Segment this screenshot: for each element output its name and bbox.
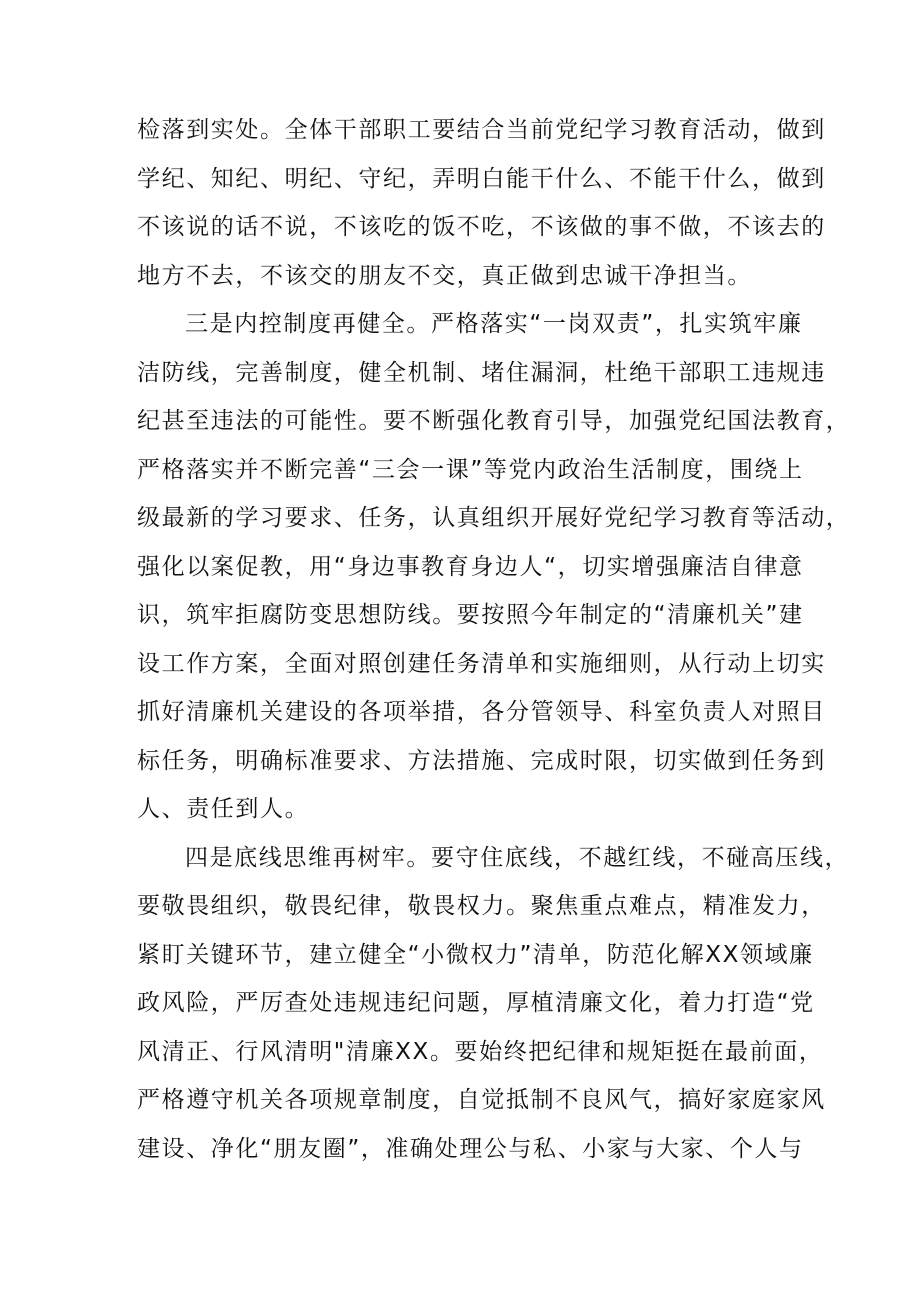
text-line: 洁防线，完善制度，健全机制、堵住漏洞，杜绝干部职工违规违 <box>137 359 826 386</box>
text-line: 设工作方案，全面对照创建任务清单和实施细则，从行动上切实 <box>137 650 826 677</box>
text-line: 抓好清廉机关建设的各项举措，各分管领导、科室负责人对照目 <box>137 699 826 725</box>
text-line: 严格遵守机关各项规章制度，自觉抵制不良风气，搞好家庭家风 <box>137 1087 826 1113</box>
text-line: 严格落实并不断完善“三会一课”等党内政治生活制度，围绕上 <box>137 456 804 483</box>
text-line: 学纪、知纪、明纪、守纪，弄明白能干什么、不能干什么，做到 <box>137 165 826 192</box>
paragraph-start-line: 三是内控制度再健全。严格落实“一岗双责”，扎实筑牢廉 <box>185 311 803 337</box>
text-line: 检落到实处。全体干部职工要结合当前党纪学习教育活动，做到 <box>137 117 826 143</box>
text-line: 纪甚至违法的可能性。要不断强化教育引导，加强党纪国法教育， <box>137 408 851 434</box>
text-line: 强化以案促教，用“身边事教育身边人“，切实增强廉洁自律意 <box>137 553 804 580</box>
document-body <box>137 106 851 1173</box>
text-line: 地方不去，不该交的朋友不交，真正做到忠诚干净担当。 <box>137 262 752 289</box>
text-line: 建设、净化“朋友圈”，准确处理公与私、小家与大家、个人与 <box>137 1135 804 1162</box>
text-line: 人、责任到人。 <box>137 796 310 822</box>
text-line: 政风险，严厉查处违规违纪问题，厚植清廉文化，着力打造“党 <box>137 990 815 1016</box>
text-line: 风清正、行风清明"清廉XX。要始终把纪律和规矩挺在最前面， <box>137 1038 824 1065</box>
text-line: 标任务，明确标准要求、方法措施、完成时限，切实做到任务到 <box>137 747 826 774</box>
text-line: 紧盯关键环节，建立健全“小微权力”清单，防范化解XX领域廉 <box>137 941 814 968</box>
text-line: 识，筑牢拒腐防变思想防线。要按照今年制定的“清廉机关”建 <box>137 602 804 628</box>
text-line: 不该说的话不说，不该吃的饭不吃，不该做的事不做，不该去的 <box>137 214 826 240</box>
paragraph-start-line: 四是底线思维再树牢。要守住底线，不越红线，不碰高压线， <box>185 844 850 871</box>
text-line: 级最新的学习要求、任务，认真组织开展好党纪学习教育等活动， <box>137 505 851 531</box>
text-line: 要敬畏组织，敬畏纪律，敬畏权力。聚焦重点难点，精准发力， <box>137 893 826 919</box>
